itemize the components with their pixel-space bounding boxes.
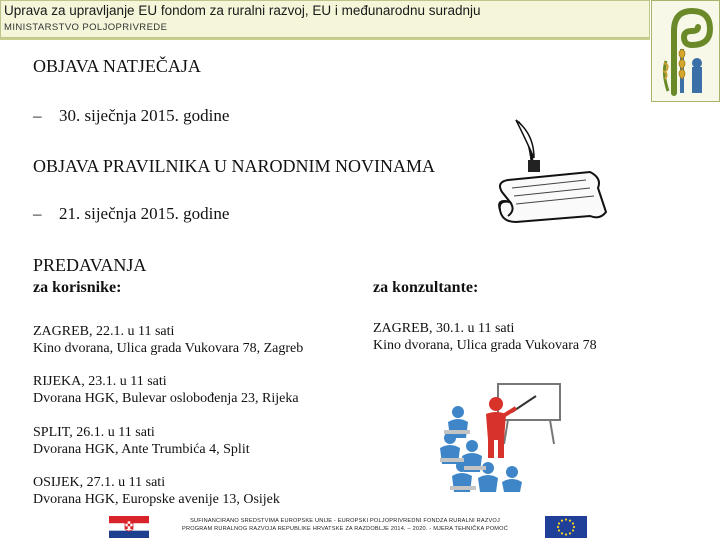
footer-text — [150, 517, 540, 533]
lectures-heading: PREDAVANJA — [33, 255, 147, 275]
users-location-title: RIJEKA, 23.1. u 11 sati — [33, 374, 167, 389]
users-location-venue: Dvorana HGK, Ante Trumbića 4, Split — [33, 442, 250, 457]
users-location-venue: Kino dvorana, Ulica grada Vukovara 78, Zagreb — [33, 341, 304, 356]
footer-line: SUFINANCIRANO SREDSTVIMA EUROPSKE UNIJE - EUROPSKI POLJOPRIVREDNI FONDZA RURALNI RAZVOJ — [190, 518, 500, 524]
announcement-date-item — [33, 106, 229, 126]
quill-scroll-icon — [490, 118, 615, 233]
consultants-location-venue: Kino dvorana, Ulica grada Vukovara 78 — [373, 338, 597, 353]
croatian-flag-icon — [109, 516, 149, 538]
footer-line: PROGRAM RURALNOG RAZVOJA REPUBLIKE HRVATSKE ZA RAZDOBLJE 2014. – 2020. - MJERA TEHNIČKA POMOĆ — [182, 526, 508, 532]
list-dash: – — [33, 204, 42, 223]
ministry-logo-icon — [652, 1, 719, 101]
users-location-title: OSIJEK, 27.1. u 11 sati — [33, 475, 166, 490]
announcement-heading: OBJAVA NATJEČAJA — [33, 56, 201, 76]
users-location-title: ZAGREB, 22.1. u 11 sati — [33, 324, 175, 339]
header-subtitle: MINISTARSTVO POLJOPRIVREDE — [4, 22, 168, 33]
consultants-location-title: ZAGREB, 30.1. u 11 sati — [373, 321, 515, 336]
users-location-venue: Dvorana HGK, Bulevar oslobođenja 23, Rijeka — [33, 391, 299, 406]
header-title: Uprava za upravljanje EU fondom za ruralni razvoj, EU i međunarodnu suradnju — [4, 3, 481, 18]
announcement-date: 30. siječnja 2015. godine — [59, 106, 230, 125]
presentation-icon — [440, 382, 565, 494]
header-divider — [0, 38, 650, 40]
regulation-heading: OBJAVA PRAVILNIKA U NARODNIM NOVINAMA — [33, 156, 436, 176]
users-location-venue: Dvorana HGK, Europske avenije 13, Osijek — [33, 492, 280, 507]
logo-frame — [651, 0, 720, 102]
consultants-heading: za konzultante: — [373, 279, 479, 296]
regulation-date: 21. siječnja 2015. godine — [59, 204, 230, 223]
users-location-title: SPLIT, 26.1. u 11 sati — [33, 425, 155, 440]
regulation-date-item — [33, 204, 229, 224]
eu-flag-icon — [545, 516, 587, 538]
list-dash: – — [33, 106, 42, 125]
users-heading: za korisnike: — [33, 279, 122, 296]
